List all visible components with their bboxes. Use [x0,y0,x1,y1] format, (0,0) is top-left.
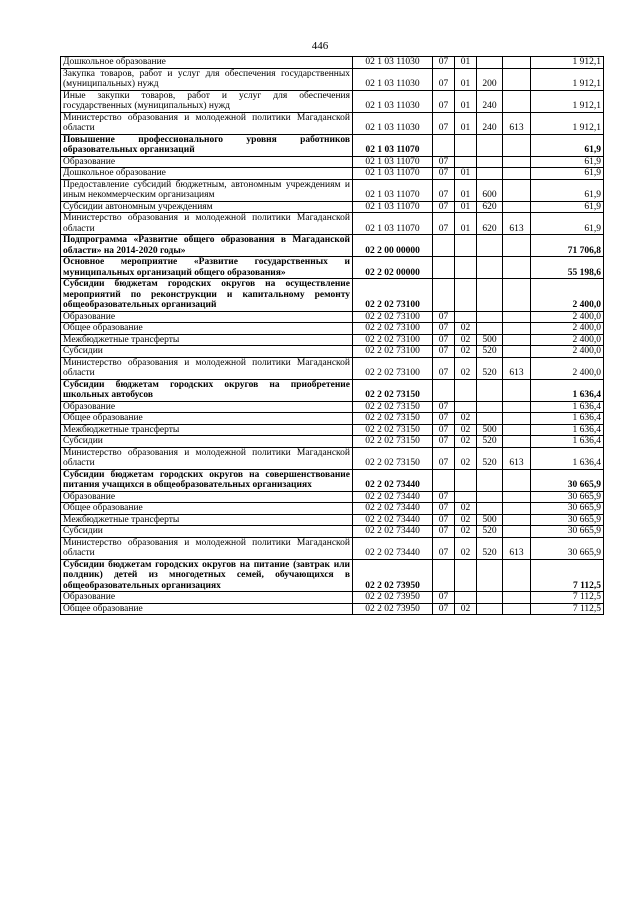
administrator-code [503,503,531,515]
target-code: 02 2 02 00000 [353,257,433,279]
subsection-code: 02 [455,526,477,538]
subsection-code: 01 [455,112,477,134]
subsection-code [455,235,477,257]
administrator-code [503,90,531,112]
expense-type-code [477,257,503,279]
table-row [61,379,604,401]
expense-type-code [477,559,503,592]
row-name: Образование [61,491,353,503]
amount: 1 636,4 [531,447,604,469]
target-code: 02 2 02 73440 [353,514,433,526]
subsection-code: 02 [455,537,477,559]
expense-type-code [477,603,503,615]
target-code: 02 2 02 73100 [353,323,433,335]
amount: 2 400,0 [531,357,604,379]
section-code: 07 [433,68,455,90]
administrator-code: 613 [503,357,531,379]
expense-type-code: 620 [477,201,503,213]
amount: 1 636,4 [531,424,604,436]
amount: 30 665,9 [531,491,604,503]
target-code: 02 1 03 11070 [353,213,433,235]
row-name: Общее образование [61,503,353,515]
subsection-code [455,379,477,401]
row-name: Министерство образования и молодежной политики Магаданской области [61,213,353,235]
expense-type-code: 240 [477,90,503,112]
subsection-code: 01 [455,213,477,235]
subsection-code [455,279,477,312]
page-number: 446 [311,40,329,52]
administrator-code [503,413,531,425]
expense-type-code [477,413,503,425]
section-code: 07 [433,168,455,180]
target-code: 02 1 03 11070 [353,134,433,156]
table-row [61,279,604,312]
administrator-code: 613 [503,447,531,469]
expense-type-code [477,156,503,168]
administrator-code [503,201,531,213]
amount: 30 665,9 [531,537,604,559]
section-code [433,379,455,401]
subsection-code: 01 [455,68,477,90]
table-row [61,57,604,69]
table-row [61,112,604,134]
administrator-code [503,257,531,279]
target-code: 02 1 03 11030 [353,90,433,112]
administrator-code [503,279,531,312]
expense-type-code [477,401,503,413]
amount: 30 665,9 [531,469,604,491]
target-code: 02 1 03 11030 [353,68,433,90]
target-code: 02 2 02 73100 [353,311,433,323]
table-row [61,257,604,279]
table-row [61,90,604,112]
table-row [61,346,604,358]
table-row [61,436,604,448]
administrator-code [503,491,531,503]
amount: 2 400,0 [531,323,604,335]
expense-type-code: 520 [477,357,503,379]
target-code: 02 2 02 73150 [353,447,433,469]
administrator-code [503,526,531,538]
subsection-code [455,491,477,503]
row-name: Образование [61,401,353,413]
section-code: 07 [433,311,455,323]
expense-type-code: 500 [477,514,503,526]
subsection-code: 02 [455,413,477,425]
expense-type-code: 500 [477,424,503,436]
amount: 2 400,0 [531,346,604,358]
amount: 7 112,5 [531,603,604,615]
row-name: Образование [61,311,353,323]
budget-table-body [61,57,604,615]
subsection-code: 01 [455,90,477,112]
subsection-code: 01 [455,201,477,213]
table-row [61,603,604,615]
section-code: 07 [433,424,455,436]
target-code: 02 1 03 11070 [353,179,433,201]
row-name: Субсидии автономным учреждениям [61,201,353,213]
amount: 55 198,6 [531,257,604,279]
table-row [61,514,604,526]
section-code: 07 [433,201,455,213]
expense-type-code: 520 [477,537,503,559]
table-row [61,235,604,257]
target-code: 02 2 02 73950 [353,603,433,615]
administrator-code [503,134,531,156]
expense-type-code: 620 [477,213,503,235]
table-row [61,526,604,538]
administrator-code [503,379,531,401]
amount: 1 912,1 [531,90,604,112]
expense-type-code [477,168,503,180]
subsection-code [455,401,477,413]
table-row [61,469,604,491]
administrator-code: 613 [503,213,531,235]
subsection-code [455,134,477,156]
target-code: 02 2 02 73440 [353,503,433,515]
table-row [61,134,604,156]
amount: 7 112,5 [531,592,604,604]
section-code [433,469,455,491]
section-code: 07 [433,592,455,604]
section-code: 07 [433,334,455,346]
subsection-code [455,156,477,168]
amount: 1 912,1 [531,57,604,69]
section-code: 07 [433,179,455,201]
row-name: Иные закупки товаров, работ и услуг для обеспечения государственных (муниципальных) нужд [61,90,353,112]
administrator-code [503,401,531,413]
table-row [61,168,604,180]
subsection-code: 02 [455,346,477,358]
table-row [61,537,604,559]
target-code: 02 2 02 73440 [353,537,433,559]
section-code: 07 [433,603,455,615]
subsection-code [455,469,477,491]
subsection-code: 02 [455,424,477,436]
administrator-code [503,346,531,358]
target-code: 02 2 02 73440 [353,491,433,503]
administrator-code [503,469,531,491]
expense-type-code [477,503,503,515]
amount: 61,9 [531,156,604,168]
row-name: Образование [61,592,353,604]
administrator-code [503,179,531,201]
target-code: 02 2 02 73100 [353,346,433,358]
section-code: 07 [433,503,455,515]
subsection-code: 01 [455,179,477,201]
subsection-code: 02 [455,357,477,379]
table-row [61,491,604,503]
target-code: 02 1 03 11070 [353,156,433,168]
section-code [433,134,455,156]
administrator-code [503,57,531,69]
section-code: 07 [433,112,455,134]
target-code: 02 2 02 73440 [353,469,433,491]
table-row [61,334,604,346]
target-code: 02 2 02 73100 [353,334,433,346]
amount: 1 636,4 [531,413,604,425]
administrator-code [503,68,531,90]
amount: 61,9 [531,134,604,156]
section-code: 07 [433,514,455,526]
amount: 1 912,1 [531,68,604,90]
section-code: 07 [433,401,455,413]
target-code: 02 2 02 73950 [353,559,433,592]
section-code: 07 [433,491,455,503]
amount: 61,9 [531,179,604,201]
amount: 61,9 [531,201,604,213]
subsection-code: 02 [455,334,477,346]
expense-type-code [477,57,503,69]
expense-type-code: 520 [477,436,503,448]
row-name: Общее образование [61,603,353,615]
row-name: Субсидии [61,346,353,358]
administrator-code [503,436,531,448]
subsection-code: 02 [455,503,477,515]
section-code [433,257,455,279]
amount: 30 665,9 [531,503,604,515]
target-code: 02 2 02 73100 [353,279,433,312]
row-name: Подпрограмма «Развитие общего образования в Магаданской области» на 2014-2020 годы» [61,235,353,257]
row-name: Субсидии бюджетам городских округов на осуществление мероприятий по реконструкции и капитальному ремонту общеобразовательных организаций [61,279,353,312]
target-code: 02 1 03 11070 [353,168,433,180]
target-code: 02 1 03 11030 [353,57,433,69]
table-row [61,156,604,168]
table-row [61,311,604,323]
subsection-code [455,257,477,279]
row-name: Общее образование [61,323,353,335]
section-code: 07 [433,537,455,559]
administrator-code [503,603,531,615]
amount: 2 400,0 [531,334,604,346]
row-name: Предоставление субсидий бюджетным, автономным учреждениям и иным некоммерческим организациям [61,179,353,201]
section-code: 07 [433,323,455,335]
row-name: Межбюджетные трансферты [61,424,353,436]
section-code: 07 [433,447,455,469]
amount: 2 400,0 [531,279,604,312]
section-code [433,559,455,592]
section-code: 07 [433,357,455,379]
subsection-code: 02 [455,447,477,469]
target-code: 02 2 02 73150 [353,379,433,401]
amount: 30 665,9 [531,526,604,538]
row-name: Субсидии бюджетам городских округов на питание (завтрак или полдник) детей из многодетных семей, обучающихся в общеобразовательных организациях [61,559,353,592]
administrator-code: 613 [503,537,531,559]
amount: 7 112,5 [531,559,604,592]
table-row [61,424,604,436]
expense-type-code: 200 [477,68,503,90]
expense-type-code: 240 [477,112,503,134]
subsection-code: 01 [455,168,477,180]
amount: 1 912,1 [531,112,604,134]
row-name: Министерство образования и молодежной политики Магаданской области [61,112,353,134]
target-code: 02 2 02 73150 [353,424,433,436]
row-name: Повышение профессионального уровня работников образовательных организаций [61,134,353,156]
target-code: 02 1 03 11070 [353,201,433,213]
table-row [61,503,604,515]
row-name: Субсидии [61,436,353,448]
row-name: Министерство образования и молодежной политики Магаданской области [61,537,353,559]
administrator-code [503,323,531,335]
expense-type-code [477,134,503,156]
target-code: 02 1 03 11030 [353,112,433,134]
administrator-code [503,311,531,323]
row-name: Дошкольное образование [61,57,353,69]
expense-type-code [477,379,503,401]
row-name: Дошкольное образование [61,168,353,180]
table-row [61,323,604,335]
section-code: 07 [433,213,455,235]
target-code: 02 2 02 73150 [353,413,433,425]
table-row [61,201,604,213]
row-name: Министерство образования и молодежной политики Магаданской области [61,447,353,469]
expense-type-code [477,279,503,312]
administrator-code [503,592,531,604]
expense-type-code [477,491,503,503]
subsection-code: 02 [455,603,477,615]
table-row [61,447,604,469]
section-code: 07 [433,90,455,112]
amount: 1 636,4 [531,379,604,401]
amount: 61,9 [531,213,604,235]
target-code: 02 2 02 73440 [353,526,433,538]
table-row [61,213,604,235]
section-code: 07 [433,436,455,448]
administrator-code [503,514,531,526]
expense-type-code: 520 [477,526,503,538]
amount: 1 636,4 [531,436,604,448]
section-code: 07 [433,57,455,69]
row-name: Министерство образования и молодежной политики Магаданской области [61,357,353,379]
administrator-code [503,156,531,168]
section-code: 07 [433,413,455,425]
target-code: 02 2 02 73150 [353,436,433,448]
table-row [61,413,604,425]
amount: 2 400,0 [531,311,604,323]
subsection-code [455,559,477,592]
table-row [61,68,604,90]
row-name: Субсидии бюджетам городских округов на совершенствование питания учащихся в общеобразовательных организациях [61,469,353,491]
section-code: 07 [433,526,455,538]
target-code: 02 2 02 73950 [353,592,433,604]
target-code: 02 2 02 73150 [353,401,433,413]
subsection-code: 02 [455,323,477,335]
target-code: 02 2 02 73100 [353,357,433,379]
table-row [61,559,604,592]
subsection-code [455,311,477,323]
expense-type-code: 520 [477,447,503,469]
target-code: 02 2 00 00000 [353,235,433,257]
row-name: Общее образование [61,413,353,425]
amount: 30 665,9 [531,514,604,526]
subsection-code: 02 [455,514,477,526]
table-row [61,179,604,201]
expense-type-code: 520 [477,346,503,358]
expense-type-code [477,469,503,491]
table-row [61,592,604,604]
row-name: Межбюджетные трансферты [61,334,353,346]
table-row [61,357,604,379]
expense-type-code [477,235,503,257]
amount: 1 636,4 [531,401,604,413]
expense-type-code [477,311,503,323]
administrator-code [503,168,531,180]
row-name: Основное мероприятие «Развитие государственных и муниципальных организаций общего образования» [61,257,353,279]
administrator-code [503,235,531,257]
expense-type-code [477,592,503,604]
administrator-code [503,424,531,436]
amount: 61,9 [531,168,604,180]
subsection-code: 02 [455,436,477,448]
subsection-code: 01 [455,57,477,69]
row-name: Межбюджетные трансферты [61,514,353,526]
section-code: 07 [433,346,455,358]
table-row [61,401,604,413]
expense-type-code [477,323,503,335]
section-code [433,235,455,257]
administrator-code [503,559,531,592]
row-name: Субсидии бюджетам городских округов на приобретение школьных автобусов [61,379,353,401]
section-code: 07 [433,156,455,168]
row-name: Образование [61,156,353,168]
administrator-code [503,334,531,346]
amount: 71 706,8 [531,235,604,257]
section-code [433,279,455,312]
subsection-code [455,592,477,604]
row-name: Субсидии [61,526,353,538]
row-name: Закупка товаров, работ и услуг для обеспечения государственных (муниципальных) нужд [61,68,353,90]
expense-type-code: 500 [477,334,503,346]
expense-type-code: 600 [477,179,503,201]
administrator-code: 613 [503,112,531,134]
budget-table [60,56,604,615]
